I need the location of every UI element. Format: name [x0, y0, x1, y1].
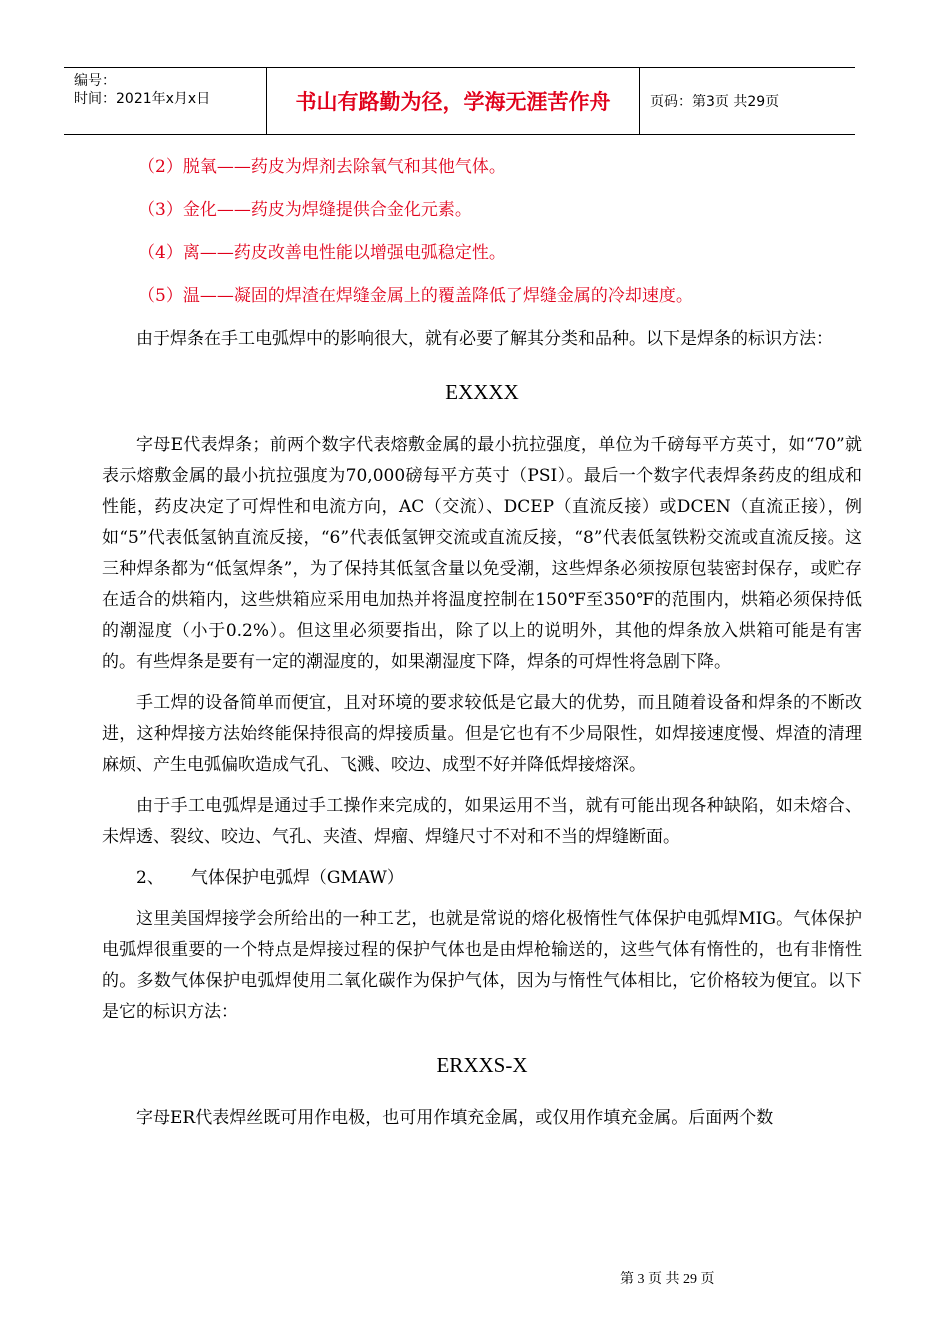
wire-code-erxxs: ERXXS-X: [436, 1053, 528, 1077]
document-number: 编号：: [74, 73, 116, 89]
paragraph-defects: 由于手工电弧焊是通过手工操作来完成的，如果运用不当，就有可能出现各种缺陷，如未熔合、未焊透、裂纹、咬边、气孔、夹渣、焊瘤、焊缝尺寸不对和不当的焊缝断面。: [102, 796, 862, 847]
document-body: [102, 152, 862, 1144]
red-list-item: （3）金化——药皮为焊缝提供合金化元素。: [138, 200, 472, 220]
red-list-item: （2）脱氧——药皮为焊剂去除氧气和其他气体。: [138, 157, 506, 177]
paragraph-advantage: 手工焊的设备简单而便宜，且对环境的要求较低是它最大的优势，而且随着设备和焊条的不断改进，这种焊接方法始终能保持很高的焊接质量。但是它也有不少局限性，如焊接速度慢、焊渣的清理麻烦、产生电弧偏吹造成气孔、飞溅、咬边、成型不好并降低焊接熔深。: [102, 693, 862, 775]
red-list-item: （4）离——药皮改善电性能以增强电弧稳定性。: [138, 243, 506, 263]
header-page-number: 页码：第3页 共29页: [650, 94, 780, 110]
paragraph-er: 字母ER代表焊丝既可用作电极，也可用作填充金属，或仅用作填充金属。后面两个数: [136, 1108, 774, 1128]
red-list-item: （5）温——凝固的焊渣在焊缝金属上的覆盖降低了焊缝金属的冷却速度。: [138, 286, 693, 306]
document-time: 时间：2021年x月x日: [74, 91, 211, 107]
electrode-code-exxxx: EXXXX: [445, 380, 519, 404]
section-heading-gmaw: 2、 气体保护电弧焊（GMAW）: [136, 868, 404, 888]
page-header: [64, 67, 855, 135]
page-footer: 第 3 页 共 29 页: [620, 1272, 715, 1287]
header-meta: [64, 68, 266, 134]
paragraph-exxxx: 字母E代表焊条；前两个数字代表熔敷金属的最小抗拉强度，单位为千磅每平方英寸，如“70”就表示熔敷金属的最小抗拉强度为70,000磅每平方英寸（PSI）。最后一个数字代表焊条药皮的组成和性能，药皮决定了可焊性和电流方向，AC（交流）、DCEP（直流反接）或DCEN（直流正接），例如“5”代表低氢钠直流反接，“6”代表低氢钾交流或直流反接，“8”代表低氢铁粉交流或直流反接。这三种焊条都为“低氢焊条”，为了保持其低氢含量以免受潮，这些焊条必须按原包装密封保存，或贮存在适合的烘箱内，这些烘箱应采用电加热并将温度控制在150℉至350℉的范围内，烘箱必须保持低的潮湿度（小于0.2%）。但这里必须要指出，除了以上的说明外，其他的焊条放入烘箱可能是有害的。有些焊条是要有一定的潮湿度的，如果潮湿度下降，焊条的可焊性将急剧下降。: [102, 435, 862, 672]
header-motto: 书山有路勤为径，学海无涯苦作舟: [266, 68, 640, 134]
paragraph-intro: 由于焊条在手工电弧焊中的影响很大，就有必要了解其分类和品种。以下是焊条的标识方法：: [136, 329, 833, 349]
paragraph-gmaw: 这里美国焊接学会所给出的一种工艺，也就是常说的熔化极惰性气体保护电弧焊MIG。气体保护电弧焊很重要的一个特点是焊接过程的保护气体也是由焊枪输送的，这些气体有惰性的，也有非惰性的。多数气体保护电弧焊使用二氧化碳作为保护气体，因为与惰性气体相比，它价格较为便宜。以下是它的标识方法：: [102, 909, 862, 1022]
